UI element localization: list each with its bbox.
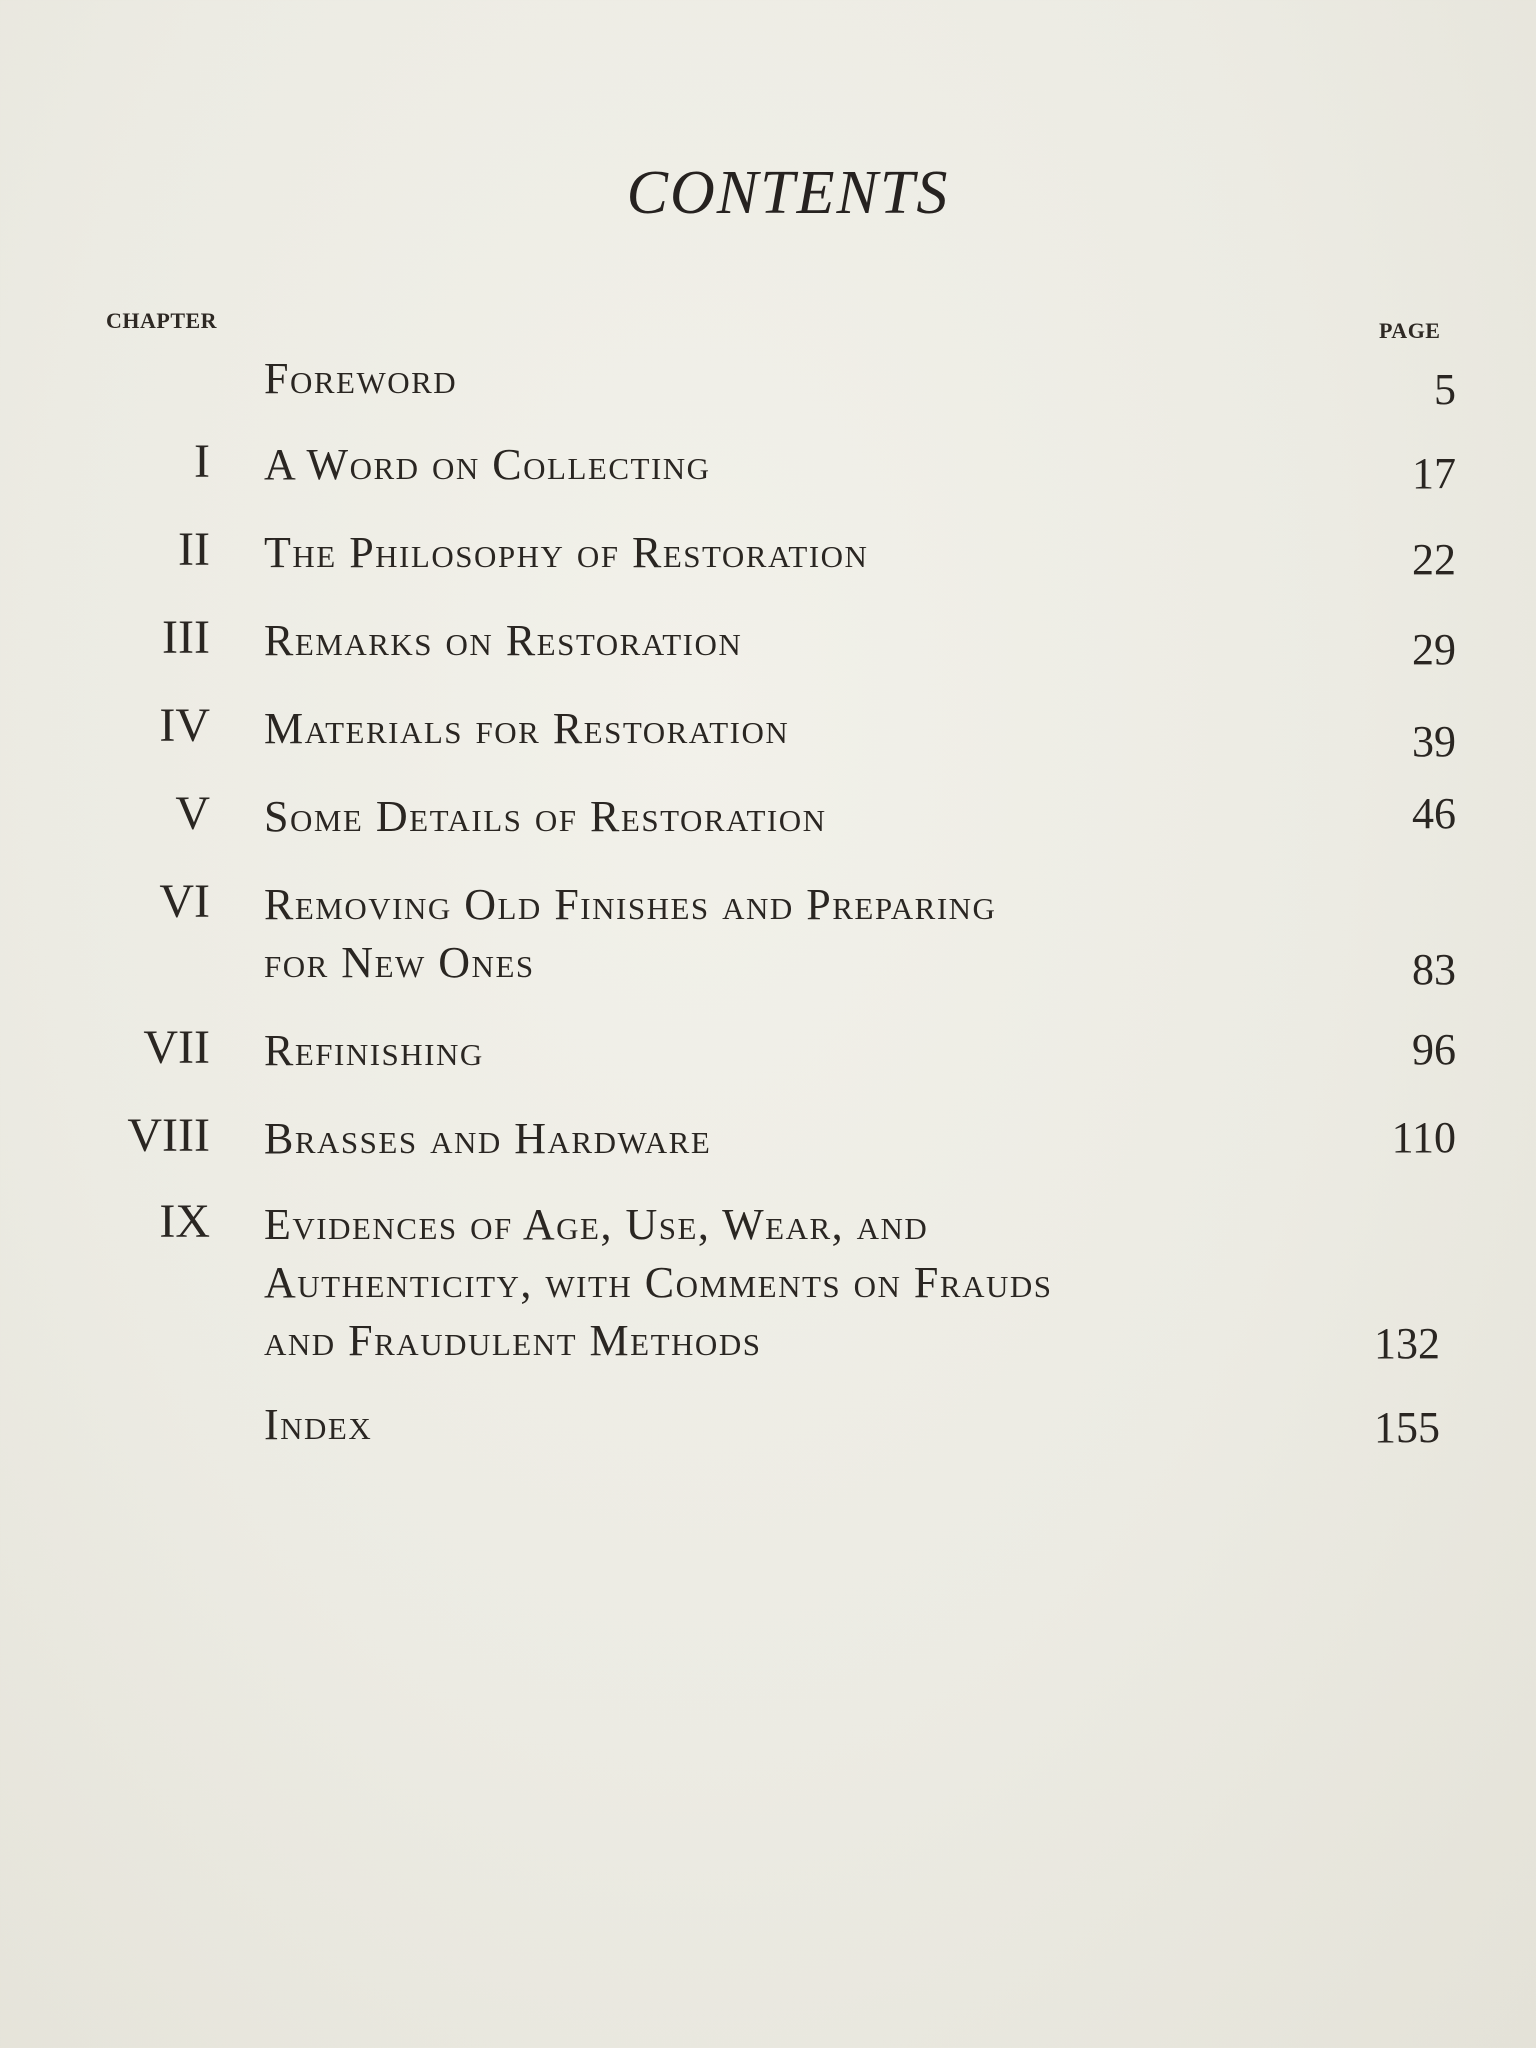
entry-page-number: 46 <box>1412 789 1456 838</box>
chapter-numeral: II <box>178 523 210 576</box>
entry-title-line: The Philosophy of Restoration <box>264 528 869 577</box>
entry-page-number: 110 <box>1391 1113 1456 1162</box>
chapter-numeral: III <box>162 611 210 664</box>
entry-title-line: A Word on Collecting <box>264 440 711 489</box>
entry-title-line: Brasses and Hardware <box>264 1114 712 1163</box>
entry-page-number: 83 <box>1412 945 1456 994</box>
chapter-numeral: VII <box>143 1021 210 1074</box>
entry-page-number: 155 <box>1374 1403 1440 1452</box>
entry-title-line: for New Ones <box>264 938 535 987</box>
entry-page-number: 22 <box>1412 535 1456 584</box>
page-title: CONTENTS <box>626 159 950 227</box>
entry-page-number: 17 <box>1412 449 1456 498</box>
page-column-header: PAGE <box>1379 318 1441 343</box>
entry-page-number: 5 <box>1434 365 1456 414</box>
entry-title-line: Removing Old Finishes and Preparing <box>264 880 997 929</box>
entry-title-line: Authenticity, with Comments on Frauds <box>264 1258 1053 1307</box>
chapter-column-header: CHAPTER <box>106 308 218 333</box>
chapter-numeral: I <box>194 435 210 488</box>
chapter-numeral: IV <box>159 699 210 752</box>
chapter-numeral: VIII <box>127 1109 210 1162</box>
chapter-numeral: VI <box>159 875 210 928</box>
entry-title-line: Materials for Restoration <box>264 704 790 753</box>
entry-title-line: Some Details of Restoration <box>264 792 827 841</box>
entry-page-number: 39 <box>1412 717 1456 766</box>
entry-title-line: Remarks on Restoration <box>264 616 743 665</box>
entry-page-number: 132 <box>1374 1319 1440 1368</box>
entry-title-line: and Fraudulent Methods <box>264 1316 762 1365</box>
entry-page-number: 29 <box>1412 625 1456 674</box>
entry-title-line: Evidences of Age, Use, Wear, and <box>264 1200 929 1249</box>
entry-title-line: Refinishing <box>264 1026 484 1075</box>
chapter-numeral: V <box>175 787 210 840</box>
entry-title-line: Index <box>264 1400 373 1449</box>
entry-page-number: 96 <box>1412 1025 1456 1074</box>
entry-title-line: Foreword <box>264 354 458 403</box>
chapter-numeral: IX <box>159 1195 210 1248</box>
